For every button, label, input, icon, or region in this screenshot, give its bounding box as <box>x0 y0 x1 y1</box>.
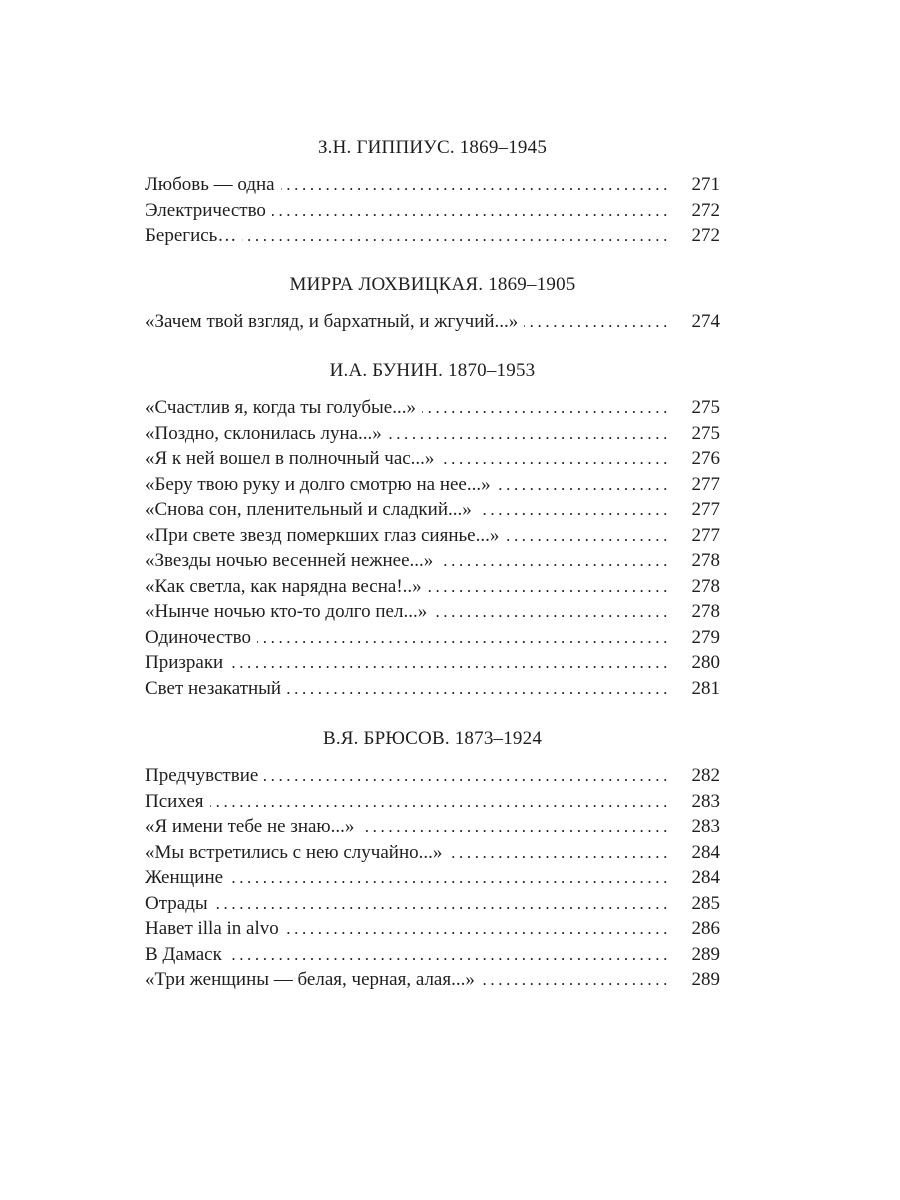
entry-page-number: 276 <box>691 448 720 469</box>
entry-title: Одиночество <box>145 625 257 651</box>
toc-entry[interactable] <box>145 523 720 549</box>
toc-entry[interactable] <box>145 916 720 942</box>
toc-entry[interactable] <box>145 625 720 651</box>
dot-leader <box>145 891 668 917</box>
entry-page-number: 283 <box>691 816 720 837</box>
entry-page-number: 278 <box>691 550 720 571</box>
toc-entry[interactable] <box>145 446 720 472</box>
entry-title: Предчувствие <box>145 763 264 789</box>
entry-title: Психея <box>145 789 210 815</box>
entry-page-number: 289 <box>691 943 720 965</box>
entry-page-number: 275 <box>691 422 720 444</box>
entry-title: «Я к ней вошел в полночный час...» <box>145 446 440 472</box>
toc-entry[interactable] <box>145 172 720 198</box>
section-heading: З.Н. ГИППИУС. 1869–1945 <box>317 137 548 158</box>
entry-page-number: 279 <box>691 626 720 648</box>
entry-page-number: 272 <box>691 199 720 221</box>
entry-title: «Беру твою руку и долго смотрю на нее...» <box>145 472 497 498</box>
entry-title: «Снова сон, пленительный и сладкий...» <box>145 497 478 523</box>
toc-entry[interactable] <box>145 789 720 815</box>
toc-entry[interactable] <box>145 309 720 335</box>
entry-title: Навет illa in alvo <box>145 916 285 942</box>
toc-entry[interactable] <box>145 198 720 224</box>
entry-title: Отрады <box>145 891 214 917</box>
entry-title: Электричество <box>145 198 272 224</box>
entry-page-number: 277 <box>691 473 720 495</box>
entry-page-number: 277 <box>691 524 720 546</box>
toc-entry[interactable] <box>145 942 720 968</box>
entry-page-number: 272 <box>691 225 720 246</box>
toc-entry[interactable] <box>145 967 720 993</box>
toc-entry[interactable] <box>145 574 720 600</box>
entry-page-number: 278 <box>691 575 720 597</box>
entry-title: Любовь — одна <box>145 172 281 198</box>
entry-page-number: 277 <box>691 499 720 520</box>
entry-title: «При свете звезд померкших глаз сиянье...» <box>145 523 505 549</box>
toc-section-bunin <box>145 359 720 701</box>
entry-title: Берегись… <box>145 223 242 249</box>
entry-page-number: 285 <box>691 892 720 914</box>
entry-page-number: 274 <box>691 311 720 332</box>
entry-title: «Счастлив я, когда ты голубые...» <box>145 395 422 421</box>
toc-entry[interactable] <box>145 472 720 498</box>
entry-title: «Как светла, как нарядна весна!..» <box>145 574 428 600</box>
toc-section-gippius <box>145 136 720 249</box>
section-heading: И.А. БУНИН. 1870–1953 <box>329 360 536 381</box>
toc-section-lokhvitskaya <box>145 273 720 335</box>
toc-entry[interactable] <box>145 548 720 574</box>
dot-leader <box>145 789 668 815</box>
toc-entry[interactable] <box>145 223 720 249</box>
toc-entry[interactable] <box>145 814 720 840</box>
toc-entry[interactable] <box>145 650 720 676</box>
entry-title: «Три женщины — белая, черная, алая...» <box>145 967 481 993</box>
entry-page-number: 289 <box>691 969 720 990</box>
toc-entry[interactable] <box>145 763 720 789</box>
toc-section-bryusov <box>145 727 720 993</box>
entry-title: «Нынче ночью кто-то долго пел...» <box>145 599 433 625</box>
entry-page-number: 283 <box>691 790 720 812</box>
entry-title: «Мы встретились с нею случайно...» <box>145 840 448 866</box>
entry-title: «Поздно, склонилась луна...» <box>145 421 388 447</box>
entry-page-number: 271 <box>691 174 720 195</box>
entry-title: «Я имени тебе не знаю...» <box>145 814 360 840</box>
entry-title: «Зачем твой взгляд, и бархатный, и жгучий...» <box>145 309 524 335</box>
entry-page-number: 286 <box>691 918 720 939</box>
entry-title: Свет незакатный <box>145 676 287 702</box>
toc-entry[interactable] <box>145 395 720 421</box>
toc-entry[interactable] <box>145 840 720 866</box>
toc-entry[interactable] <box>145 497 720 523</box>
entry-title: Призраки <box>145 650 229 676</box>
toc-entry[interactable] <box>145 676 720 702</box>
entry-title: Женщине <box>145 865 229 891</box>
toc-entry[interactable] <box>145 599 720 625</box>
entry-page-number: 284 <box>691 841 720 863</box>
toc-entry[interactable] <box>145 865 720 891</box>
entry-title: В Дамаск <box>145 942 228 968</box>
entry-page-number: 281 <box>691 677 720 699</box>
entry-title: «Звезды ночью весенней нежнее...» <box>145 548 439 574</box>
entry-page-number: 280 <box>691 652 720 673</box>
toc-entry[interactable] <box>145 421 720 447</box>
entry-page-number: 275 <box>691 397 720 418</box>
toc-entry[interactable] <box>145 891 720 917</box>
section-heading: МИРРА ЛОХВИЦКАЯ. 1869–1905 <box>289 274 576 295</box>
section-heading: В.Я. БРЮСОВ. 1873–1924 <box>322 728 543 749</box>
entry-page-number: 282 <box>691 765 720 786</box>
entry-page-number: 284 <box>691 867 720 888</box>
entry-page-number: 278 <box>691 601 720 622</box>
